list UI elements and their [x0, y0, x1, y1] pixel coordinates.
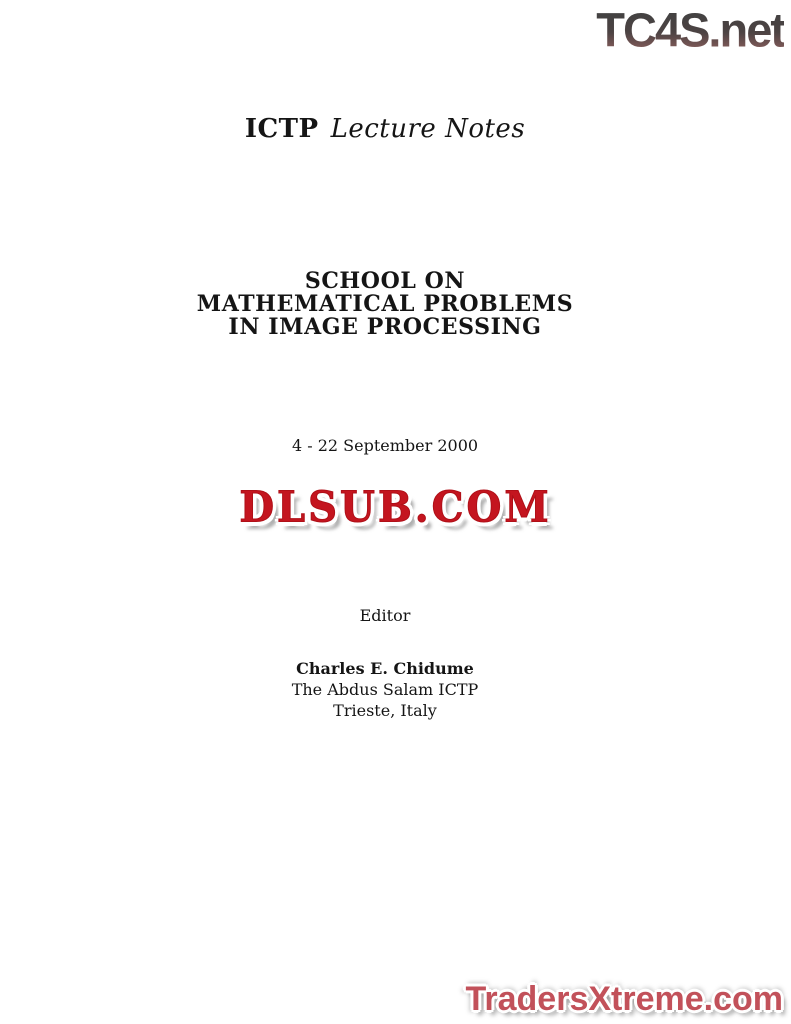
title-line-3: IN IMAGE PROCESSING [228, 314, 542, 340]
dlsub-watermark: DLSUB.COM [239, 482, 552, 533]
title-line-2: MATHEMATICAL PROBLEMS [196, 291, 574, 317]
tc4s-watermark: TC4S.net [596, 2, 784, 57]
event-date: 4 - 22 September 2000 [291, 436, 479, 455]
editor-block [0, 658, 770, 721]
series-subtitle: Lecture Notes [330, 114, 526, 144]
editor-label: Editor [359, 606, 411, 625]
page-title [0, 270, 770, 339]
editor-name: Charles E. Chidume [296, 659, 474, 678]
editor-location: Trieste, Italy [333, 701, 437, 720]
dlsub-watermark-wrapper [0, 484, 791, 531]
series-header [0, 114, 770, 144]
series-name: ICTP [244, 114, 319, 144]
tradersxtreme-watermark: TradersXtreme.com [465, 980, 783, 1018]
editor-affiliation: The Abdus Salam ICTP [291, 680, 479, 699]
title-line-1: SCHOOL ON [304, 268, 466, 294]
